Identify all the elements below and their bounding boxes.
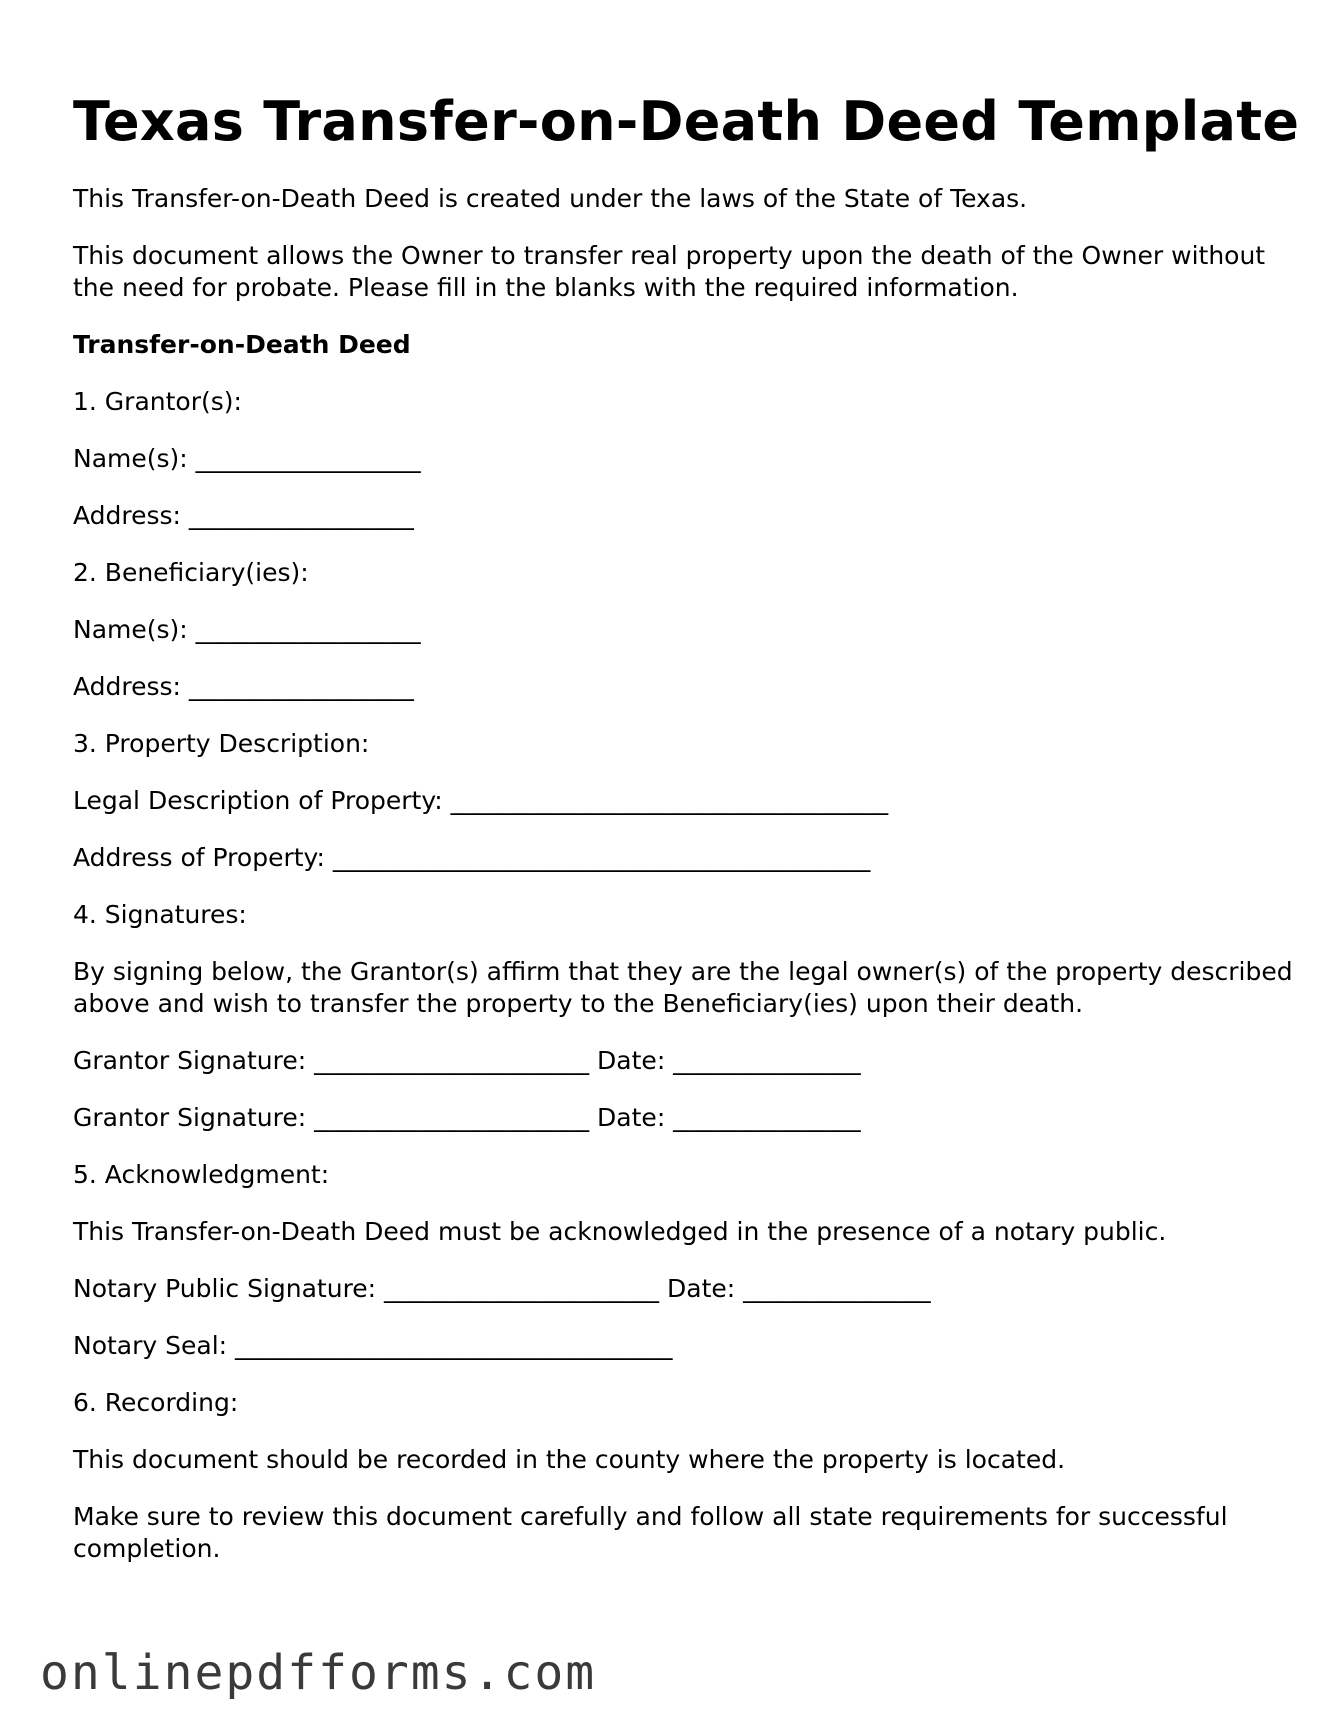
recording-statement: This document should be recorded in the county where the property is located. [73, 1444, 1066, 1474]
signatures-statement: By signing below, the Grantor(s) affirm that they are the legal owner(s) of the property described above and wish to transfer the property to the Beneficiary(ies) upon their death. [73, 956, 1293, 1018]
grantor-address-field[interactable]: Address: __________________ [73, 500, 414, 530]
property-legal-description-field[interactable]: Legal Description of Property: ___________________________________ [73, 785, 889, 815]
document-page [73, 90, 1303, 1590]
beneficiary-address-field[interactable]: Address: __________________ [73, 671, 414, 701]
intro-text: This Transfer-on-Death Deed is created under the laws of the State of Texas. [73, 183, 1028, 213]
grantor-signature-line-1[interactable]: Grantor Signature: ______________________ Date: _______________ [73, 1045, 861, 1075]
form-heading: Transfer-on-Death Deed [73, 329, 411, 359]
property-heading: 3. Property Description: [73, 728, 370, 758]
document-title: Texas Transfer-on-Death Deed Template [73, 90, 1300, 153]
grantor-name-field[interactable]: Name(s): __________________ [73, 443, 421, 473]
beneficiary-name-field[interactable]: Name(s): __________________ [73, 614, 421, 644]
site-watermark: onlinepdfforms.com [40, 1645, 597, 1701]
purpose-text: This document allows the Owner to transfer real property upon the death of the Owner without the need for probate. Please fill in the blanks with the required information. [73, 240, 1266, 302]
grantor-signature-line-2[interactable]: Grantor Signature: ______________________ Date: _______________ [73, 1102, 861, 1132]
acknowledgment-statement: This Transfer-on-Death Deed must be acknowledged in the presence of a notary public. [73, 1216, 1167, 1246]
acknowledgment-heading: 5. Acknowledgment: [73, 1159, 330, 1189]
recording-heading: 6. Recording: [73, 1387, 239, 1417]
beneficiary-heading: 2. Beneficiary(ies): [73, 557, 309, 587]
grantor-heading: 1. Grantor(s): [73, 386, 242, 416]
notary-seal-line[interactable]: Notary Seal: ___________________________________ [73, 1330, 673, 1360]
property-address-field[interactable]: Address of Property: ___________________________________________ [73, 842, 871, 872]
closing-statement: Make sure to review this document carefully and follow all state requirements for successful completion. [73, 1501, 1228, 1563]
signatures-heading: 4. Signatures: [73, 899, 247, 929]
notary-signature-line[interactable]: Notary Public Signature: ______________________ Date: _______________ [73, 1273, 931, 1303]
